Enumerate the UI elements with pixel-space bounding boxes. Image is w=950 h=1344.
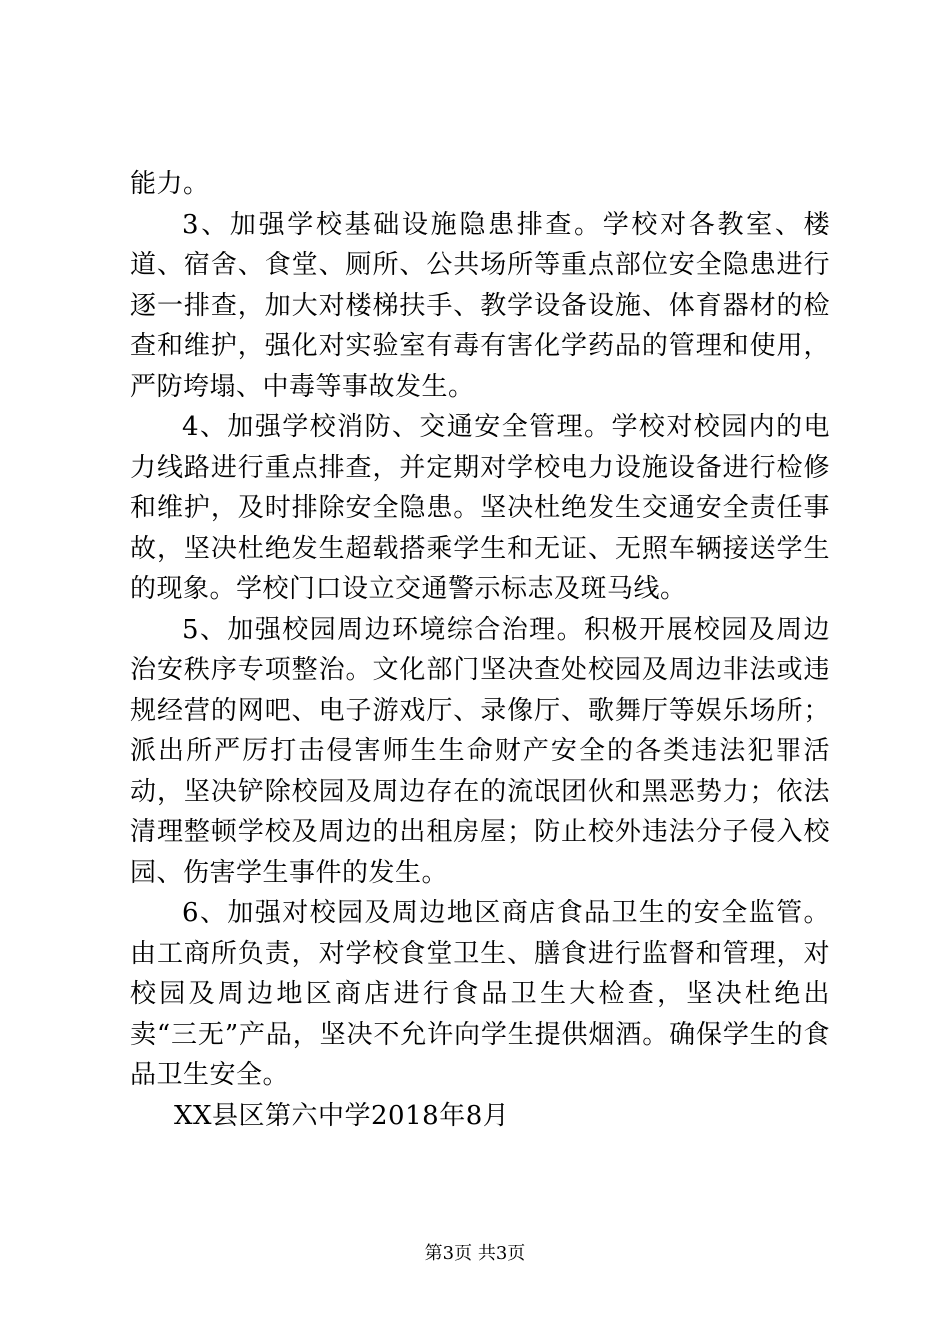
paragraph-item-3: 3、加强学校基础设施隐患排查。学校对各教室、楼道、宿舍、食堂、厕所、公共场所等重点部位安全隐患进行逐一排查，加大对楼梯扶手、教学设备设施、体育器材的检查和维护，强化对实验室有毒有害化学药品的管理和使用，严防垮塌、中毒等事故发生。 (130, 209, 830, 402)
paragraph-item-6: 6、加强对校园及周边地区商店食品卫生的安全监管。由工商所负责，对学校食堂卫生、膳食进行监督和管理，对校园及周边地区商店进行食品卫生大检查，坚决杜绝出卖“三无”产品，坚决不允许向学生提供烟酒。确保学生的食品卫生安全。 (130, 898, 830, 1090)
page-number: 第3页 共3页 (424, 1243, 526, 1264)
paragraph-item-4: 4、加强学校消防、交通安全管理。学校对校园内的电力线路进行重点排查，并定期对学校电力设施设备进行检修和维护，及时排除安全隐患。坚决杜绝发生交通安全责任事故，坚决杜绝发生超载搭乘学生和无证、无照车辆接送学生的现象。学校门口设立交通警示标志及斑马线。 (130, 412, 830, 604)
signature-line: XX县区第六中学2018年8月 (174, 1100, 510, 1131)
paragraph-item-5: 5、加强校园周边环境综合治理。积极开展校园及周边治安秩序专项整治。文化部门坚决查处校园及周边非法或违规经营的网吧、电子游戏厅、录像厅、歌舞厅等娱乐场所；派出所严厉打击侵害师生生命财产安全的各类违法犯罪活动，坚决铲除校园及周边存在的流氓团伙和黑恶势力；依法清理整顿学校及周边的出租房屋；防止校外违法分子侵入校园、伤害学生事件的发生。 (130, 614, 830, 888)
paragraph-continuation: 能力。 (130, 169, 210, 199)
document-body (130, 164, 830, 1136)
page-footer (0, 1242, 950, 1266)
